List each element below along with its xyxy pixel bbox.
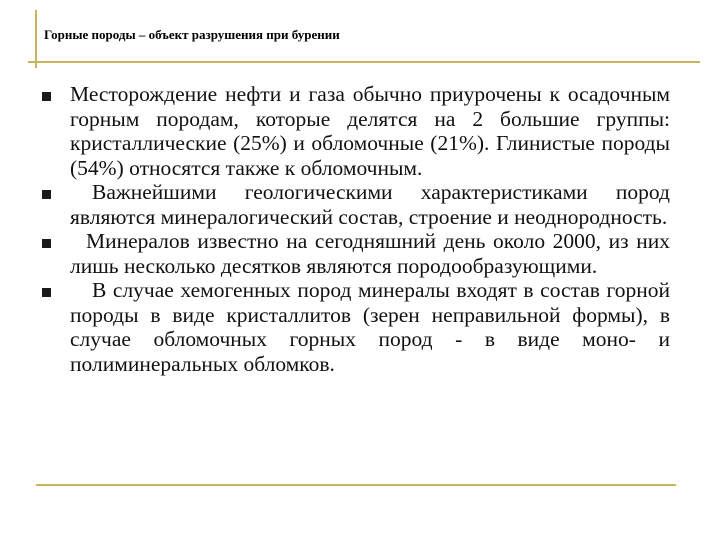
list-item — [42, 229, 672, 278]
bullet-text: Минералов известно на сегодняшний день около 2000, из них лишь несколько десятков являются породообразующими. — [70, 229, 670, 278]
bullet-text: Важнейшими геологическими характеристиками пород являются минералогический состав, строение и неоднородность. — [70, 180, 670, 229]
title-vertical-rule — [35, 10, 37, 68]
slide-title: Горные породы – объект разрушения при бурении — [44, 27, 340, 42]
bullet-list — [42, 82, 672, 376]
bullet-text: В случае хемогенных пород минералы входят в состав горной породы в виде кристаллитов (зерен неправильной формы), в случае обломочных горных пород - в виде моно- и полиминеральных обломков. — [70, 278, 670, 376]
title-horizontal-rule — [28, 61, 700, 63]
square-bullet-icon — [42, 92, 51, 101]
bullet-text: Месторождение нефти и газа обычно приурочены к осадочным горным породам, которые делятся на 2 большие группы: кристаллические (25%) и обломочные (21%). Глинистые породы (54%) относятся также к обломочным. — [70, 82, 670, 180]
list-item — [42, 82, 672, 180]
square-bullet-icon — [42, 239, 51, 248]
square-bullet-icon — [42, 288, 51, 297]
bottom-rule — [36, 484, 676, 486]
square-bullet-icon — [42, 190, 51, 199]
list-item — [42, 180, 672, 229]
list-item — [42, 278, 672, 376]
